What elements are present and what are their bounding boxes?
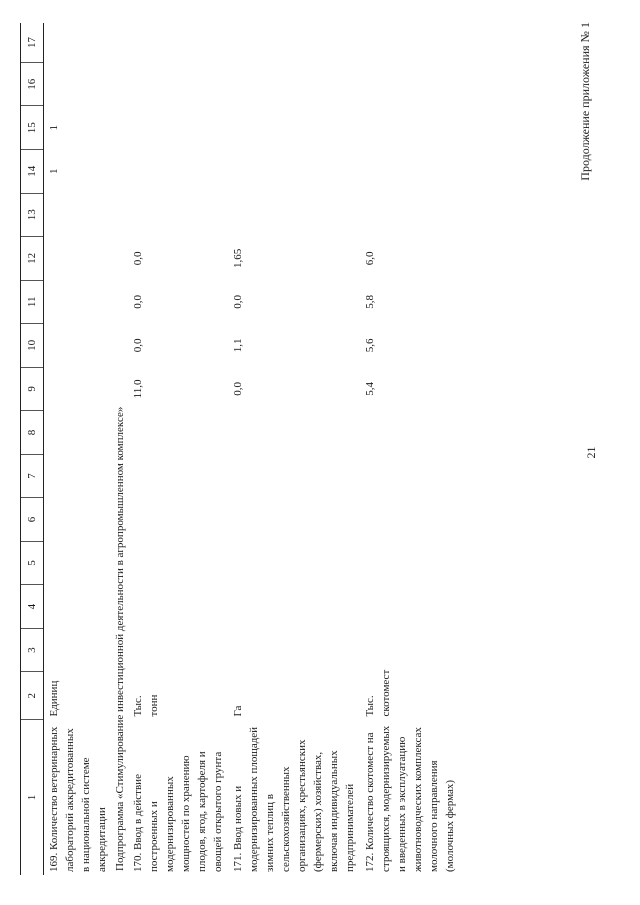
row-unit: Тыс. тонн [132,694,160,717]
cell: 5,6 [364,338,376,353]
col-header: 9 [21,367,44,411]
row-unit: Га [232,705,244,717]
cell [44,193,113,237]
cell [360,454,460,498]
cell: 0,0 [132,251,144,266]
cell [44,237,113,281]
row-number: 171. [232,852,244,872]
col-header: 13 [21,193,44,237]
cell [360,149,460,193]
cell [228,23,360,62]
cell: 5,8 [364,294,376,309]
table-row [360,23,460,875]
row-unit: Тыс. скотомест [364,669,392,717]
cell [128,454,228,498]
cell [360,106,460,150]
cell [228,149,360,193]
cell: 0,0 [132,294,144,309]
cell [228,193,360,237]
table-row [128,23,228,875]
col-header: 16 [21,62,44,106]
cell [360,628,460,672]
cell: 0,0 [132,338,144,353]
cell [44,541,113,585]
cell [44,367,113,411]
col-header: 6 [21,498,44,542]
indicators-table [20,23,460,875]
cell: 5,4 [364,382,376,396]
cell [228,454,360,498]
cell: 1,65 [232,248,244,268]
cell: 0,0 [232,294,244,309]
cell [360,541,460,585]
cell [128,106,228,150]
indicator-text: Ввод новых и модернизированных площадей зимних теплиц в сельскохозяйственных организациях, крестьянских (фермерских) хозяйствах, включая индивидуальных предпринимателей [232,726,356,872]
cell [44,280,113,324]
cell [128,498,228,542]
row-number: 172. [364,852,376,872]
cell [128,585,228,629]
page-number: 21 [584,446,598,459]
header-row [21,23,44,875]
cell [360,411,460,455]
table-row [228,23,360,875]
indicator-text: Количество скотомест на строящихся, модернизируемых и введенных в эксплуатацию животноводческих комплексах молочного направления (молочных фермах) [364,725,456,872]
col-header: 5 [21,541,44,585]
indicator-text: Ввод в действие построенных и модернизированных мощностей по хранению плодов, ягод, картофеля и овощей открытого грунта [132,751,224,872]
cell: 1 [48,124,60,131]
cell [128,541,228,585]
cell [228,106,360,150]
cell [128,628,228,672]
cell [44,585,113,629]
cell [128,193,228,237]
cell [360,585,460,629]
row-indicator [228,720,360,875]
cell: 1 [48,168,60,174]
col-header: 15 [21,106,44,150]
cell [228,498,360,542]
col-header: 2 [21,672,44,720]
cell [128,62,228,106]
cell: 6,0 [364,251,376,266]
cell [44,324,113,368]
cell [44,23,113,62]
row-number: 170. [132,852,144,872]
continuation-label: Продолжение приложения № 1 [578,22,592,181]
cell [360,62,460,106]
cell [228,585,360,629]
col-header: 12 [21,237,44,281]
col-header: 3 [21,628,44,672]
subprogram-row [112,23,128,875]
cell [128,149,228,193]
col-header: 1 [21,720,44,875]
subprogram-title: Подпрограмма «Стимулирование инвестиционной деятельности в агропромышленном комплексе» [114,406,126,871]
col-header: 4 [21,585,44,629]
cell [360,193,460,237]
row-unit: Единиц [48,680,60,717]
cell: 0,0 [232,382,244,396]
table-row [44,23,113,875]
indicator-text: Количество ветеринарных лабораторий аккредитованных в национальной системе аккредитации [48,726,108,872]
cell: 1,1 [232,338,244,353]
col-header: 14 [21,149,44,193]
row-indicator [44,720,113,875]
col-header: 7 [21,454,44,498]
row-indicator [360,720,460,875]
row-number: 169. [48,852,60,872]
cell [44,498,113,542]
cell [228,541,360,585]
cell [128,411,228,455]
cell [128,23,228,62]
cell [360,23,460,62]
cell [44,454,113,498]
cell [360,498,460,542]
col-header: 11 [21,280,44,324]
cell [44,411,113,455]
cell [228,62,360,106]
col-header: 17 [21,23,44,62]
cell [44,628,113,672]
cell [228,411,360,455]
cell [44,62,113,106]
cell: 11,0 [132,379,144,399]
col-header: 10 [21,324,44,368]
cell [228,628,360,672]
col-header: 8 [21,411,44,455]
row-indicator [128,720,228,875]
